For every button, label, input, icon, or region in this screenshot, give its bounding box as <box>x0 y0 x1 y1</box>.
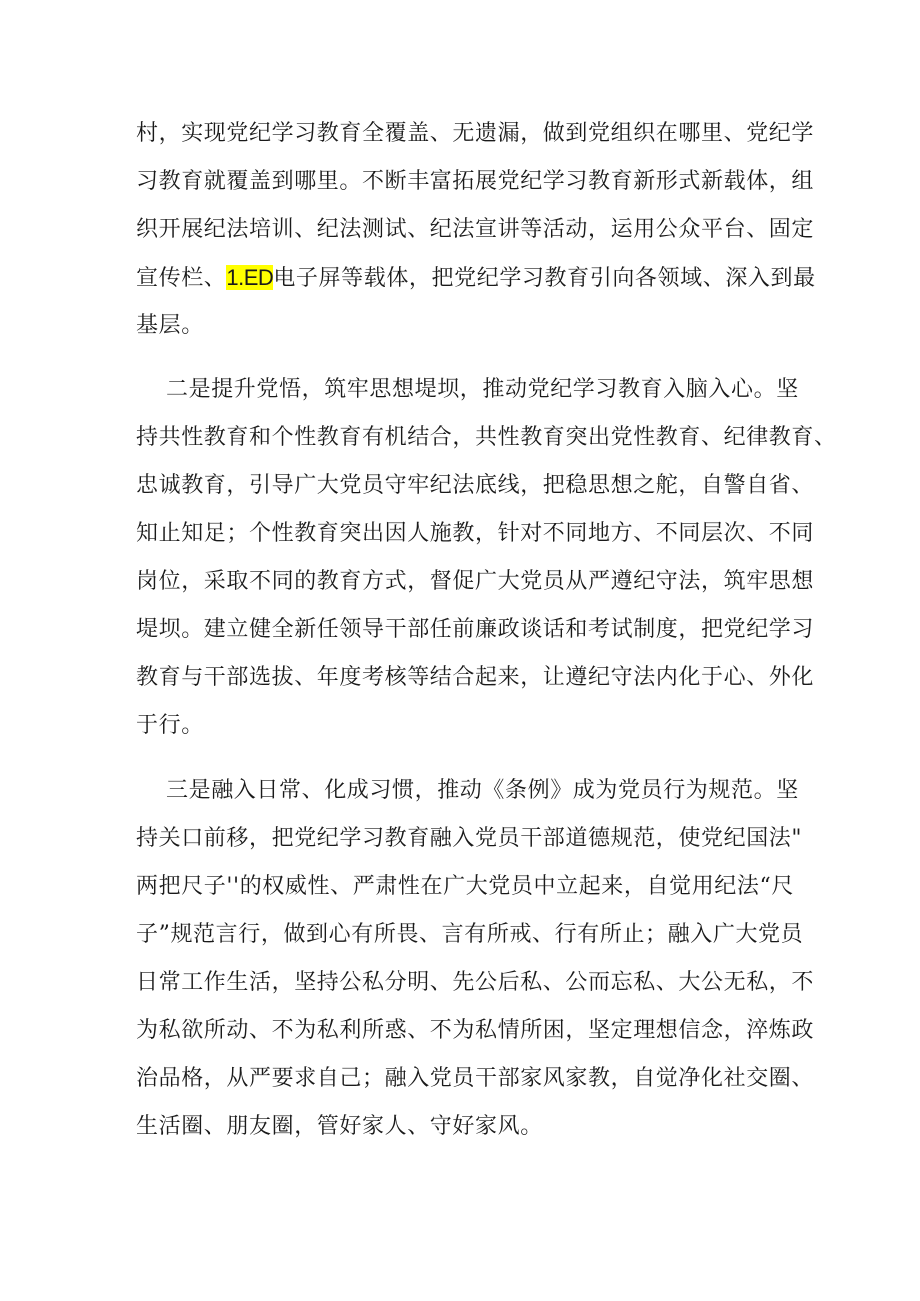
text-line: 日常工作生活，坚持公私分明、先公后私、公而忘私、大公无私，不 <box>136 970 815 995</box>
text-line: 知止知足；个性教育突出因人施教，针对不同地方、不同层次、不同 <box>136 521 815 546</box>
paragraph-3 <box>136 767 815 1151</box>
text-line: 两把尺子''的权威性、严肃性在广大党员中立起来，自觉用纪法“尺 <box>136 874 794 899</box>
text-line: 二是提升党悟，筑牢思想堤坝，推动党纪学习教育入脑入心。坚 <box>166 377 799 402</box>
highlighted-text: 1.ED <box>226 265 274 290</box>
text-line: 村，实现党纪学习教育全覆盖、无遗漏，做到党组织在哪里、党纪学 <box>136 121 815 146</box>
text-line: 织开展纪法培训、纪法测试、纪法宣讲等活动，运用公众平台、固定 <box>136 217 815 242</box>
text-line-with-highlight <box>136 254 816 302</box>
text-line: 子”规范言行，做到心有所畏、言有所戒、行有所止；融入广大党员 <box>136 922 804 947</box>
paragraph-2 <box>136 366 837 750</box>
text-line: 忠诚教育，引导广大党员守牢纪法底线，把稳思想之舵，自警自省、 <box>136 473 815 498</box>
text-segment: 电子屏等载体，把党纪学习教育引向各领域、深入到最 <box>273 266 816 291</box>
text-line: 岗位，采取不同的教育方式，督促广大党员从严遵纪守法，筑牢思想 <box>136 569 815 594</box>
text-line: 教育与干部选拔、年度考核等结合起来，让遵纪守法内化于心、外化 <box>136 665 815 690</box>
text-line: 持关口前移，把党纪学习教育融入党员干部道德规范，使党纪国法" <box>136 826 803 851</box>
text-line: 基层。 <box>136 313 204 338</box>
text-segment: 宣传栏、 <box>136 266 227 291</box>
paragraph-1 <box>136 110 816 350</box>
text-line: 生活圈、朋友圈，管好家人、守好家风。 <box>136 1114 543 1139</box>
text-line: 持共性教育和个性教育有机结合，共性教育突出党性教育、纪律教育、 <box>136 425 837 450</box>
text-line: 习教育就覆盖到哪里。不断丰富拓展党纪学习教育新形式新载体，组 <box>136 169 815 194</box>
text-line: 治品格，从严要求自己；融入党员干部家风家教，自觉净化社交圈、 <box>136 1066 815 1091</box>
text-line: 于行。 <box>136 713 204 738</box>
text-line: 为私欲所动、不为私利所惑、不为私情所困，坚定理想信念，淬炼政 <box>136 1018 815 1043</box>
text-line: 堤坝。建立健全新任领导干部任前廉政谈话和考试制度，把党纪学习 <box>136 617 815 642</box>
text-line: 三是融入日常、化成习惯，推动《条例》成为党员行为规范。坚 <box>166 778 799 803</box>
